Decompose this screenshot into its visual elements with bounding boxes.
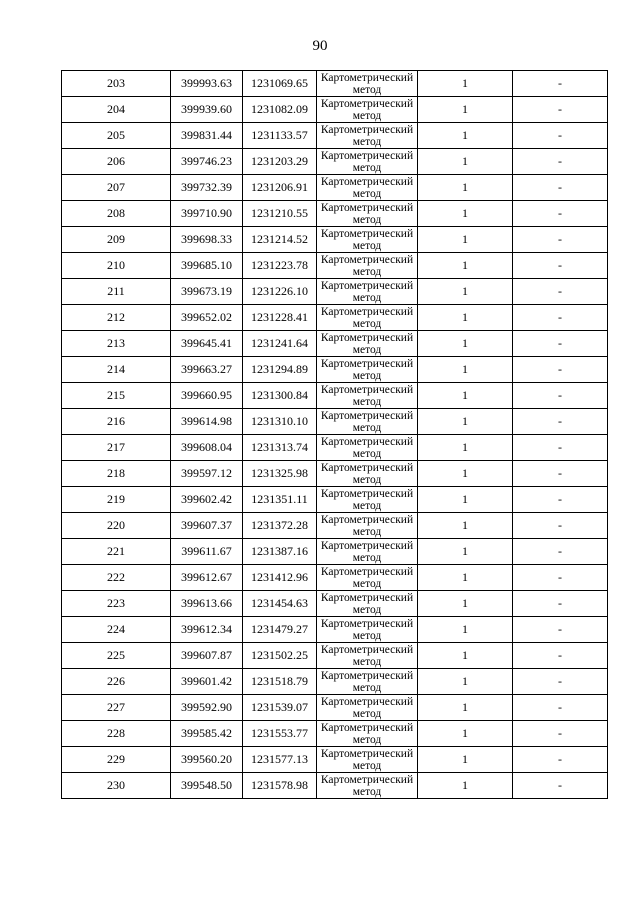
- count-cell: 1: [418, 773, 513, 799]
- point-number-cell: 210: [62, 253, 171, 279]
- point-number-cell: 206: [62, 149, 171, 175]
- point-number-cell: 211: [62, 279, 171, 305]
- table-row: [62, 97, 608, 123]
- point-number-cell: 222: [62, 565, 171, 591]
- y-coordinate-cell: 1231082.09: [243, 97, 317, 123]
- y-coordinate-cell: 1231294.89: [243, 357, 317, 383]
- method-cell: Картометрический метод: [317, 201, 418, 227]
- y-coordinate-cell: 1231502.25: [243, 643, 317, 669]
- y-coordinate-cell: 1231553.77: [243, 721, 317, 747]
- x-coordinate-cell: 399611.67: [171, 539, 243, 565]
- x-coordinate-cell: 399710.90: [171, 201, 243, 227]
- count-cell: 1: [418, 175, 513, 201]
- x-coordinate-cell: 399548.50: [171, 773, 243, 799]
- count-cell: 1: [418, 487, 513, 513]
- point-number-cell: 229: [62, 747, 171, 773]
- x-coordinate-cell: 399612.34: [171, 617, 243, 643]
- note-cell: -: [513, 201, 608, 227]
- table-row: [62, 591, 608, 617]
- note-cell: -: [513, 383, 608, 409]
- x-coordinate-cell: 399607.87: [171, 643, 243, 669]
- x-coordinate-cell: 399993.63: [171, 71, 243, 97]
- note-cell: -: [513, 747, 608, 773]
- point-number-cell: 225: [62, 643, 171, 669]
- point-number-cell: 223: [62, 591, 171, 617]
- x-coordinate-cell: 399831.44: [171, 123, 243, 149]
- method-cell: Картометрический метод: [317, 461, 418, 487]
- table-row: [62, 695, 608, 721]
- x-coordinate-cell: 399663.27: [171, 357, 243, 383]
- note-cell: -: [513, 513, 608, 539]
- x-coordinate-cell: 399939.60: [171, 97, 243, 123]
- table-row: [62, 227, 608, 253]
- point-number-cell: 219: [62, 487, 171, 513]
- y-coordinate-cell: 1231226.10: [243, 279, 317, 305]
- table-row: [62, 123, 608, 149]
- coordinates-table-body: [62, 71, 608, 799]
- table-row: [62, 71, 608, 97]
- point-number-cell: 212: [62, 305, 171, 331]
- count-cell: 1: [418, 591, 513, 617]
- point-number-cell: 207: [62, 175, 171, 201]
- x-coordinate-cell: 399652.02: [171, 305, 243, 331]
- y-coordinate-cell: 1231203.29: [243, 149, 317, 175]
- method-cell: Картометрический метод: [317, 175, 418, 201]
- count-cell: 1: [418, 201, 513, 227]
- point-number-cell: 205: [62, 123, 171, 149]
- method-cell: Картометрический метод: [317, 149, 418, 175]
- y-coordinate-cell: 1231241.64: [243, 331, 317, 357]
- method-cell: Картометрический метод: [317, 643, 418, 669]
- y-coordinate-cell: 1231372.28: [243, 513, 317, 539]
- count-cell: 1: [418, 513, 513, 539]
- x-coordinate-cell: 399597.12: [171, 461, 243, 487]
- table-row: [62, 201, 608, 227]
- x-coordinate-cell: 399585.42: [171, 721, 243, 747]
- point-number-cell: 204: [62, 97, 171, 123]
- count-cell: 1: [418, 617, 513, 643]
- count-cell: 1: [418, 643, 513, 669]
- method-cell: Картометрический метод: [317, 97, 418, 123]
- y-coordinate-cell: 1231577.13: [243, 747, 317, 773]
- point-number-cell: 228: [62, 721, 171, 747]
- method-cell: Картометрический метод: [317, 773, 418, 799]
- table-row: [62, 383, 608, 409]
- x-coordinate-cell: 399560.20: [171, 747, 243, 773]
- x-coordinate-cell: 399645.41: [171, 331, 243, 357]
- note-cell: -: [513, 305, 608, 331]
- note-cell: -: [513, 721, 608, 747]
- count-cell: 1: [418, 331, 513, 357]
- y-coordinate-cell: 1231223.78: [243, 253, 317, 279]
- point-number-cell: 215: [62, 383, 171, 409]
- y-coordinate-cell: 1231412.96: [243, 565, 317, 591]
- count-cell: 1: [418, 409, 513, 435]
- table-row: [62, 357, 608, 383]
- coordinates-table: [61, 70, 608, 799]
- method-cell: Картометрический метод: [317, 305, 418, 331]
- method-cell: Картометрический метод: [317, 253, 418, 279]
- y-coordinate-cell: 1231228.41: [243, 305, 317, 331]
- x-coordinate-cell: 399613.66: [171, 591, 243, 617]
- method-cell: Картометрический метод: [317, 383, 418, 409]
- point-number-cell: 221: [62, 539, 171, 565]
- point-number-cell: 217: [62, 435, 171, 461]
- note-cell: -: [513, 435, 608, 461]
- x-coordinate-cell: 399746.23: [171, 149, 243, 175]
- method-cell: Картометрический метод: [317, 721, 418, 747]
- y-coordinate-cell: 1231479.27: [243, 617, 317, 643]
- x-coordinate-cell: 399592.90: [171, 695, 243, 721]
- table-row: [62, 539, 608, 565]
- table-row: [62, 461, 608, 487]
- count-cell: 1: [418, 435, 513, 461]
- x-coordinate-cell: 399685.10: [171, 253, 243, 279]
- point-number-cell: 227: [62, 695, 171, 721]
- x-coordinate-cell: 399607.37: [171, 513, 243, 539]
- point-number-cell: 216: [62, 409, 171, 435]
- point-number-cell: 230: [62, 773, 171, 799]
- table-row: [62, 253, 608, 279]
- note-cell: -: [513, 149, 608, 175]
- y-coordinate-cell: 1231214.52: [243, 227, 317, 253]
- y-coordinate-cell: 1231210.55: [243, 201, 317, 227]
- method-cell: Картометрический метод: [317, 123, 418, 149]
- table-row: [62, 565, 608, 591]
- count-cell: 1: [418, 71, 513, 97]
- count-cell: 1: [418, 721, 513, 747]
- y-coordinate-cell: 1231325.98: [243, 461, 317, 487]
- x-coordinate-cell: 399601.42: [171, 669, 243, 695]
- point-number-cell: 224: [62, 617, 171, 643]
- y-coordinate-cell: 1231578.98: [243, 773, 317, 799]
- point-number-cell: 203: [62, 71, 171, 97]
- method-cell: Картометрический метод: [317, 513, 418, 539]
- table-row: [62, 409, 608, 435]
- note-cell: -: [513, 669, 608, 695]
- method-cell: Картометрический метод: [317, 617, 418, 643]
- table-row: [62, 617, 608, 643]
- point-number-cell: 208: [62, 201, 171, 227]
- count-cell: 1: [418, 669, 513, 695]
- note-cell: -: [513, 357, 608, 383]
- count-cell: 1: [418, 227, 513, 253]
- note-cell: -: [513, 539, 608, 565]
- count-cell: 1: [418, 695, 513, 721]
- count-cell: 1: [418, 97, 513, 123]
- y-coordinate-cell: 1231133.57: [243, 123, 317, 149]
- x-coordinate-cell: 399614.98: [171, 409, 243, 435]
- note-cell: -: [513, 409, 608, 435]
- count-cell: 1: [418, 149, 513, 175]
- count-cell: 1: [418, 279, 513, 305]
- note-cell: -: [513, 565, 608, 591]
- method-cell: Картометрический метод: [317, 747, 418, 773]
- y-coordinate-cell: 1231310.10: [243, 409, 317, 435]
- count-cell: 1: [418, 383, 513, 409]
- table-row: [62, 773, 608, 799]
- method-cell: Картометрический метод: [317, 565, 418, 591]
- point-number-cell: 213: [62, 331, 171, 357]
- table-row: [62, 331, 608, 357]
- table-row: [62, 149, 608, 175]
- table-row: [62, 669, 608, 695]
- note-cell: -: [513, 227, 608, 253]
- method-cell: Картометрический метод: [317, 227, 418, 253]
- table-row: [62, 513, 608, 539]
- y-coordinate-cell: 1231313.74: [243, 435, 317, 461]
- method-cell: Картометрический метод: [317, 71, 418, 97]
- method-cell: Картометрический метод: [317, 409, 418, 435]
- count-cell: 1: [418, 461, 513, 487]
- point-number-cell: 214: [62, 357, 171, 383]
- count-cell: 1: [418, 357, 513, 383]
- x-coordinate-cell: 399732.39: [171, 175, 243, 201]
- method-cell: Картометрический метод: [317, 539, 418, 565]
- note-cell: -: [513, 591, 608, 617]
- note-cell: -: [513, 487, 608, 513]
- note-cell: -: [513, 773, 608, 799]
- method-cell: Картометрический метод: [317, 487, 418, 513]
- x-coordinate-cell: 399660.95: [171, 383, 243, 409]
- y-coordinate-cell: 1231300.84: [243, 383, 317, 409]
- count-cell: 1: [418, 539, 513, 565]
- table-row: [62, 643, 608, 669]
- count-cell: 1: [418, 253, 513, 279]
- count-cell: 1: [418, 305, 513, 331]
- method-cell: Картометрический метод: [317, 695, 418, 721]
- method-cell: Картометрический метод: [317, 357, 418, 383]
- table-row: [62, 305, 608, 331]
- point-number-cell: 226: [62, 669, 171, 695]
- method-cell: Картометрический метод: [317, 669, 418, 695]
- note-cell: -: [513, 97, 608, 123]
- count-cell: 1: [418, 123, 513, 149]
- y-coordinate-cell: 1231518.79: [243, 669, 317, 695]
- table-row: [62, 747, 608, 773]
- count-cell: 1: [418, 565, 513, 591]
- x-coordinate-cell: 399608.04: [171, 435, 243, 461]
- y-coordinate-cell: 1231206.91: [243, 175, 317, 201]
- table-row: [62, 279, 608, 305]
- method-cell: Картометрический метод: [317, 591, 418, 617]
- page-number: 90: [312, 38, 328, 54]
- x-coordinate-cell: 399698.33: [171, 227, 243, 253]
- note-cell: -: [513, 643, 608, 669]
- note-cell: -: [513, 695, 608, 721]
- method-cell: Картометрический метод: [317, 435, 418, 461]
- method-cell: Картометрический метод: [317, 279, 418, 305]
- table-row: [62, 435, 608, 461]
- y-coordinate-cell: 1231387.16: [243, 539, 317, 565]
- note-cell: -: [513, 175, 608, 201]
- point-number-cell: 220: [62, 513, 171, 539]
- note-cell: -: [513, 71, 608, 97]
- note-cell: -: [513, 123, 608, 149]
- method-cell: Картометрический метод: [317, 331, 418, 357]
- note-cell: -: [513, 461, 608, 487]
- table-row: [62, 175, 608, 201]
- point-number-cell: 209: [62, 227, 171, 253]
- x-coordinate-cell: 399602.42: [171, 487, 243, 513]
- table-row: [62, 721, 608, 747]
- note-cell: -: [513, 617, 608, 643]
- y-coordinate-cell: 1231454.63: [243, 591, 317, 617]
- table-row: [62, 487, 608, 513]
- note-cell: -: [513, 331, 608, 357]
- x-coordinate-cell: 399673.19: [171, 279, 243, 305]
- note-cell: -: [513, 253, 608, 279]
- point-number-cell: 218: [62, 461, 171, 487]
- y-coordinate-cell: 1231351.11: [243, 487, 317, 513]
- x-coordinate-cell: 399612.67: [171, 565, 243, 591]
- note-cell: -: [513, 279, 608, 305]
- y-coordinate-cell: 1231069.65: [243, 71, 317, 97]
- count-cell: 1: [418, 747, 513, 773]
- y-coordinate-cell: 1231539.07: [243, 695, 317, 721]
